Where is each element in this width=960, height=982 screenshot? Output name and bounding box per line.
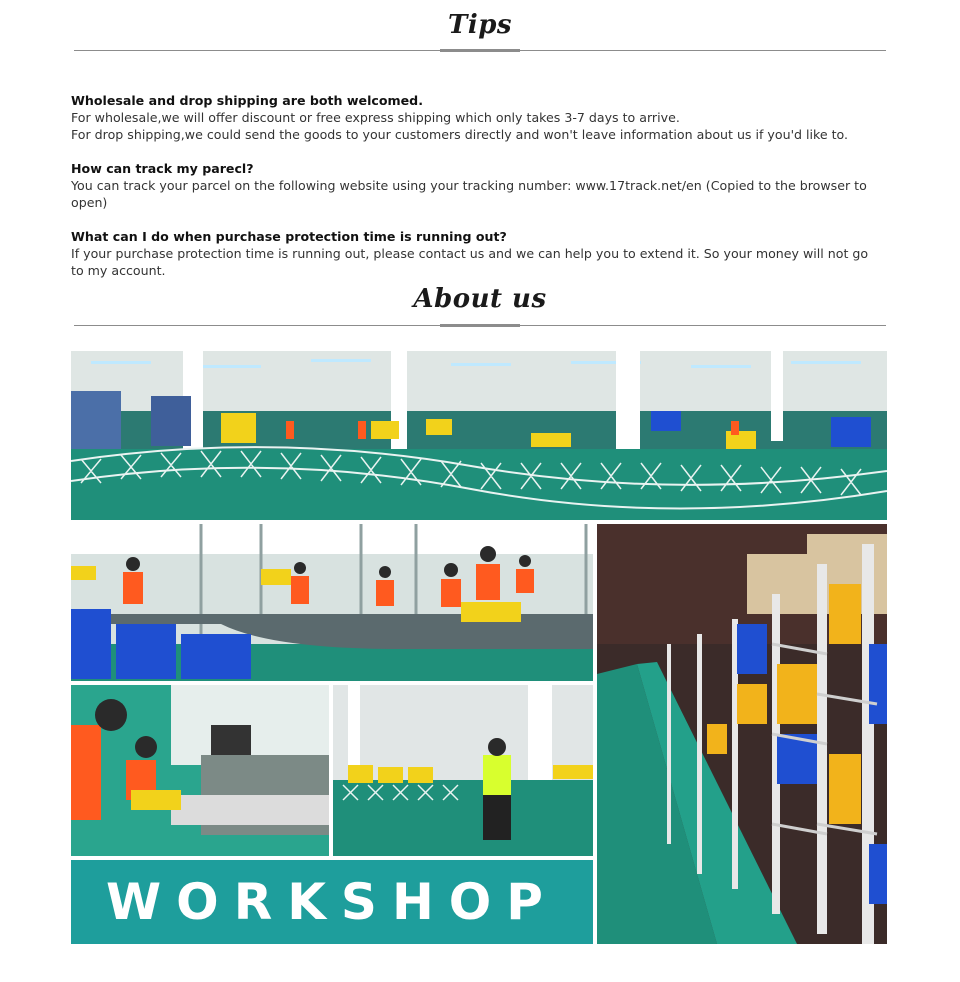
- warehouse-panorama-photo: [71, 351, 887, 520]
- faq-answer: For wholesale,we will offer discount or free express shipping which only takes 3-7 days to arrive.: [71, 110, 680, 125]
- faq-list: [71, 92, 891, 296]
- faq-answer: If your purchase protection time is running out, please contact us and we can help you to extend it. So your money will not go to my account.: [71, 246, 869, 278]
- faq-item-protection: [71, 228, 891, 279]
- tips-title: Tips: [447, 10, 513, 40]
- workshop-banner-text: WORKSHOP: [106, 873, 558, 931]
- tips-divider-accent: [440, 49, 520, 52]
- conveyor-workers-photo: [71, 524, 593, 681]
- faq-item-wholesale: [71, 92, 891, 143]
- faq-answer: For drop shipping,we could send the goods to your customers directly and won't leave information about us if you'd like to.: [71, 127, 849, 142]
- faq-item-tracking: [71, 160, 891, 211]
- about-divider-accent: [440, 324, 520, 327]
- packing-station-photo: [71, 685, 329, 856]
- shelving-aisle-photo: [597, 524, 887, 944]
- faq-answer: You can track your parcel on the following website using your tracking number: www.17track.net/en (Copied to the browser to open): [71, 178, 867, 210]
- faq-question: Wholesale and drop shipping are both welcomed.: [71, 93, 423, 108]
- faq-question: How can track my parecl?: [71, 161, 254, 176]
- about-title: About us: [413, 284, 547, 314]
- workshop-banner: [71, 860, 593, 944]
- faq-question: What can I do when purchase protection time is running out?: [71, 229, 507, 244]
- worker-conveyor-photo: [333, 685, 593, 856]
